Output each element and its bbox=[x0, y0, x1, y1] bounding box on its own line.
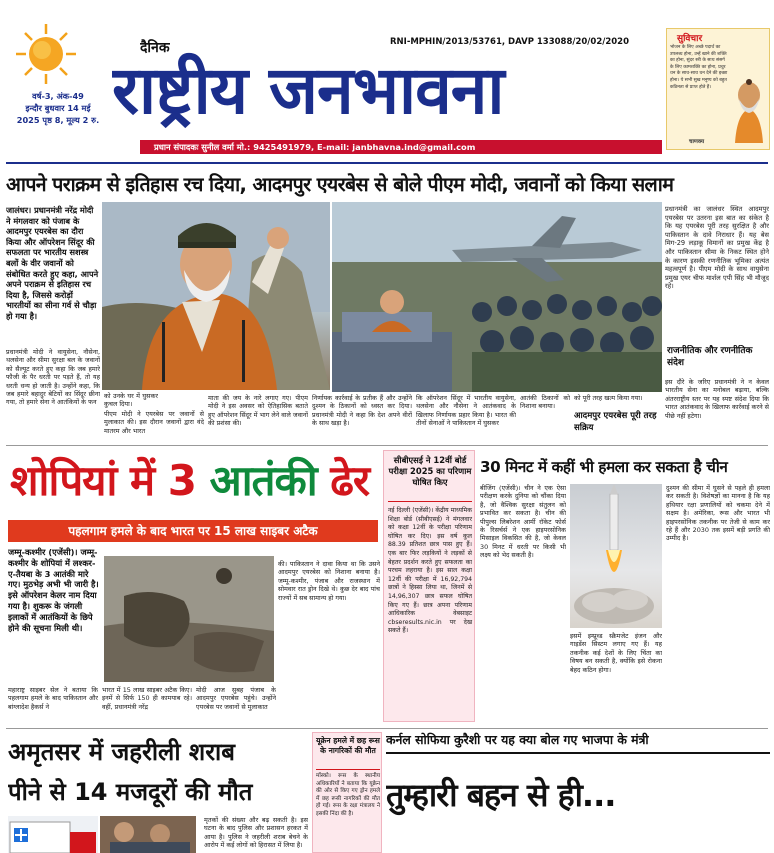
shopian-col-b bbox=[102, 686, 192, 726]
cyber-subhead bbox=[8, 520, 378, 542]
cbse-text: नई दिल्ली (एजेंसी)। केंद्रीय माध्यमिक शिक्षा बोर्ड (सीबीएसई) ने मंगलवार को कक्षा 12वीं के परीक्षा परिणाम घोषित कर दिए। इस वर्ष कुल 88.39 प्रतिशत छात्र पास हुए हैं। एक बार फिर लड़कियों ने लड़कों से बेहतर प्रदर्शन करते हुए सफलता का परचम लहराया है। इस साल कक्षा 12वीं की परीक्षा में 16,92,794 छात्रों ने हिस्सा लिया था, जिनमें से 14,96,307 छात्र सफल घोषित किए गए हैं। छात्र अपना परिणाम आधिकारिक वेबसाइट cbseresults.nic.in पर देख सकते हैं। bbox=[388, 507, 472, 635]
ukraine-text: मॉस्को। रूस के स्थानीय अधिकारियों ने बताया कि यूक्रेन की ओर से किए गए ड्रोन हमले में छह रूसी नागरिकों की मौत हो गई। रूस के रक्षा मंत्रालय ने इसकी निंदा की है। bbox=[316, 773, 380, 817]
issue-info bbox=[8, 90, 108, 136]
lead-col-1 bbox=[6, 348, 100, 442]
lead-col-2-text: को उनके घर में घुसकर कुचल दिया। bbox=[104, 392, 158, 409]
side-heading: राजनीतिक और रणनीतिक संदेश bbox=[667, 346, 753, 368]
shopian-intro-text: जम्मू-कश्मीर (एजेंसी)। जम्मू-कश्मीर के शोपियां में लश्कर-ए-तैयबा के 3 आतंकी मारे गए। मुठभेड़ अभी भी जारी है। इसे ऑपरेशन केलर नाम दिया गया है। शुकरू के जंगली इलाकों में आतंकियों के छिपे होने की सूचना मिली थी। bbox=[8, 547, 99, 633]
sofia-heading: कर्नल सोफिया कुरैशी पर यह क्या बोल गए भाजपा के मंत्री bbox=[386, 732, 649, 747]
ukraine-headline: यूक्रेन हमले में छह रूस के नागरिकों की मौत bbox=[316, 736, 380, 755]
shopian-col-b-text: भारत में 15 लाख साइबर अटैक किए। इनमें से सिर्फ 150 ही कामयाब रहे। वहीं, प्रधानमंत्री नरेंद्र bbox=[102, 686, 192, 711]
section-rule-2 bbox=[6, 728, 768, 729]
cbse-headline-rule bbox=[388, 501, 472, 502]
side-text bbox=[665, 378, 769, 440]
lead-intro-text: जालंधर। प्रधानमंत्री नरेंद्र मोदी ने मंगलवार को पंजाब के आदमपुर एयरबेस का दौरा किया और ऑपरेशन सिंदूर की सफलता पर भारतीय सशस्त्र बलों के वीर जवानों को संबोधित करते हुए कहा, आपने अपने पराक्रम से इतिहास रच दिया है, जिससे करोड़ों भारतीयों का सीना गर्व से चौड़ा हो गया है। bbox=[6, 205, 99, 321]
cyber-subhead-text: पहलगाम हमले के बाद भारत पर 15 लाख साइबर अटैक bbox=[68, 524, 318, 538]
sun-logo-icon bbox=[14, 22, 78, 86]
china-right-text-body: दुश्मन की सीमा में घुसने से पहले ही हमला कर सकती है। विशेषज्ञों का मानना है कि यह हथियार रक्षा प्रणालियों को चकमा देने में सक्षम है। अमेरिका, रूस और भारत भी हाइपरसोनिक तकनीक पर तेजी से काम कर रहे हैं और 2030 तक इसमें बड़ी प्रगति की उम्मीद है। bbox=[666, 484, 770, 543]
place-date: इन्दौर बुधवार 14 मई bbox=[25, 103, 91, 113]
thought-text: भोजन के लिए अच्छे पदार्थ का उपलब्ध होना, उन्हें खाने की शक्ति का होना, सुंदर स्त्री के साथ संसर्ग के लिए कामशक्ति का होना, प्रचुर धन के साथ-साथ धन देने की इच्छा होना। ये सभी सुख मनुष्य को बहुत कठिनता से प्राप्त होते हैं। bbox=[670, 45, 728, 90]
year-issue: वर्ष-3, अंक-49 bbox=[32, 91, 84, 101]
side-text-body: इस दौरे के जरिए प्रधानमंत्री ने न केवल भारतीय सेना का मनोबल बढ़ाया, बल्कि अंतरराष्ट्रीय स्तर पर यह स्पष्ट संदेश दिया कि भारत आतंकवाद के खिलाफ कार्रवाई करने से पीछे नहीं हटेगा। bbox=[665, 378, 769, 420]
lead-intro bbox=[6, 205, 100, 333]
thought-title: सुविचार bbox=[677, 34, 703, 44]
encounter-photo bbox=[104, 556, 274, 682]
china-right-text bbox=[666, 484, 770, 724]
lead-col-6-text: कि ऑपरेशन सिंदूर में भारतीय वायुसेना, थलसेना और नौसेना ने आतंकवाद के खिलाफ निर्णायक प्रहार किया है। भारत की तीनों सेनाओं ने पाकिस्तान में घुसकर bbox=[416, 394, 516, 428]
china-headline: 30 मिनट में कहीं भी हमला कर सकता है चीन bbox=[480, 458, 728, 476]
lead-col-4-text: माता की जय के नारे लगाए गए। पीएम मोदी ने इस अवसर को ऐतिहासिक बताते हुए ऑपरेशन सिंदूर में भाग लेने वाले जवानों की प्रशंसा की। bbox=[208, 394, 308, 428]
lead-col-3-text: पीएम मोदी ने एयरबेस पर जवानों से मुलाकात की। इस दौरान जवानों द्वारा वंदे मातरम और भारत bbox=[104, 410, 204, 435]
pm-modi-photo bbox=[102, 202, 330, 390]
shopian-col-a bbox=[8, 686, 98, 726]
lead-col-7-text: आतंकी ठिकानों को निशाना बनाया। bbox=[520, 394, 570, 411]
china-text bbox=[480, 484, 566, 644]
shopian-col-d-text: की। पाकिस्तान ने दावा किया था कि उसने आदमपुर एयरबेस को निशाना बनाया है। जम्मू-कश्मीर, पंजाब और राजस्थान में सोमवार रात ड्रोन दिखे थे। कुछ देर बाद पांच राज्यों में सब सामान्य हो गया। bbox=[278, 560, 380, 602]
amritsar-text-body: मृतकों की संख्या और बढ़ सकती है। इस घटना के बाद पुलिस और प्रशासन हरकत में आया है। पुलिस ने जहरीली शराब बेचने के आरोप में कई लोगों को हिरासत में लिया है। bbox=[204, 816, 308, 850]
china-text-2-body: इसमें इम्प्रूव्ड स्क्रैमजेट इंजन और गाइडेंस सिस्टम लगाए गए हैं। यह तकनीक कई देशों के लिए चिंता का विषय बन सकती है, क्योंकि इसे रोकना बेहद कठिन होगा। bbox=[570, 632, 662, 674]
lead-headline: आपने पराक्रम से इतिहास रच दिया, आदमपुर एयरबेस से बोले पीएम मोदी, जवानों को किया सलाम bbox=[6, 173, 674, 196]
shopian-headline-part3: ढेर bbox=[316, 456, 370, 505]
cbse-box bbox=[383, 450, 475, 722]
lead-right-col-text: प्रधानमंत्री का जालंधर स्थित आदमपुर एयरबेस पर उतरना इस बात का संकेत है कि यह एयरबेस पूरी तरह सुरक्षित है और पाकिस्तान के दावे निराधार हैं। यह बेस मिग-29 लड़ाकू विमानों का प्रमुख केंद्र है और पाकिस्तान सीमा के निकट स्थित होने के कारण इसकी रणनीतिक भूमिका अत्यंत महत्वपूर्ण है। पीएम मोदी के साथ वायुसेना प्रमुख एयर चीफ मार्शल एपी सिंह भी मौजूद रहे। bbox=[665, 205, 769, 291]
victims-photo bbox=[100, 816, 196, 853]
shopian-headline bbox=[10, 452, 380, 510]
editor-line: प्रधान संपादकः सुनील वर्मा मो.: 9425491979, E-mail: janbhavna.ind@gmail.com bbox=[154, 142, 476, 152]
newspaper-title: राष्ट्रीय जनभावना bbox=[112, 52, 504, 129]
shopian-headline-part1: शोपियां में 3 bbox=[10, 456, 210, 505]
editor-bar bbox=[140, 140, 662, 154]
lead-col-1-text: प्रधानमंत्री मोदी ने वायुसेना, नौसेना, थलसेना और सीमा सुरक्षा बल के जवानों को सैल्यूट करते हुए कहा कि जब हमारे फौजी के पैर धरती पर पड़ते हैं, तो यह धरती धन्य हो जाती है। उन्होंने कहा, कि जब हमारे बहादुर बेटियों का सिंदूर छीना गया, तो हमारे सेना ने आतंकियों के फन bbox=[6, 348, 100, 407]
shopian-headline-part2: आतंकी bbox=[209, 456, 317, 505]
thought-author: चाणक्य bbox=[689, 139, 705, 145]
lead-col-8 bbox=[574, 394, 662, 408]
thought-box bbox=[666, 28, 770, 150]
masthead-rule bbox=[6, 162, 768, 164]
chanakya-portrait bbox=[729, 73, 769, 143]
section-rule-1 bbox=[6, 445, 768, 446]
cbse-headline: सीबीएसई ने 12वीं बोर्ड परीक्षा 2025 का परिणाम घोषित किए bbox=[388, 455, 472, 487]
lead-col-4 bbox=[208, 394, 308, 442]
lead-right-col bbox=[665, 205, 769, 345]
rni-number: RNI-MPHIN/2013/53761, DAVP 133088/20/02/2020 bbox=[390, 37, 629, 47]
lead-col-6 bbox=[416, 394, 516, 442]
sofia-big-quote: तुम्हारी बहन से ही... bbox=[386, 776, 616, 814]
china-text-2 bbox=[570, 632, 662, 724]
amritsar-headline bbox=[8, 732, 308, 814]
shopian-intro bbox=[8, 547, 102, 681]
lead-col-5-text: निर्णायक कार्रवाई के प्रतीक हैं और उन्होंने दुश्मन के ठिकानों को ध्वस्त कर दिया। प्रधानमंत्री मोदी ने कहा कि देश अपने वीरों के साथ खड़ा है। bbox=[312, 394, 412, 428]
lead-col-5 bbox=[312, 394, 412, 442]
ukraine-box bbox=[312, 732, 382, 853]
ukraine-headline-rule bbox=[316, 769, 380, 770]
missile-launch-photo bbox=[570, 484, 662, 628]
lead-col-3 bbox=[104, 410, 204, 442]
shopian-col-d bbox=[278, 560, 380, 682]
lead-col-7 bbox=[520, 394, 570, 442]
lead-col-8-text: को पूरी तरह खत्म किया गया। bbox=[574, 394, 643, 402]
amritsar-headline-2: पीने से 14 मजदूरों की मौत bbox=[8, 778, 253, 806]
shopian-col-c bbox=[196, 686, 276, 726]
shopian-col-a-text: महाराष्ट्र साइबर सेल ने बताया कि पहलगाम हमले के बाद पाकिस्तान और बांग्लादेश हैकर्स ने bbox=[8, 686, 98, 711]
ambulance-photo bbox=[8, 816, 98, 853]
airbase-crowd-photo bbox=[332, 202, 662, 392]
daily-label: दैनिक bbox=[140, 40, 170, 56]
year-pages: 2025 पृष्ठ 8, मूल्य 2 रु. bbox=[16, 115, 100, 125]
amritsar-headline-1: अमृतसर में जहरीली शराब bbox=[8, 738, 235, 766]
masthead bbox=[0, 0, 774, 160]
amritsar-text bbox=[204, 816, 308, 853]
china-text-body: बीजिंग (एजेंसी)। चीन ने एक ऐसा परीक्षण करके दुनिया को चौंका दिया है, जो वैश्विक सुरक्षा संतुलन को प्रभावित कर सकता है। चीन की पीपुल्स लिबरेशन आर्मी रॉकेट फोर्स के रिसर्चर्स ने एक हाइपरसोनिक मिसाइल विकसित की है, जो केवल 30 मिनट में धरती पर किसी भी लक्ष्य को भेद सकती है। bbox=[480, 484, 566, 560]
sub-heading: आदमपुर एयरबेस पूरी तरह सक्रिय bbox=[574, 411, 657, 433]
sofia-heading-rule bbox=[386, 752, 770, 754]
shopian-col-c-text: मोदी आज सुबह पंजाब के आदमपुर एयरबेस पहुंचे। उन्होंने एयरबेस पर जवानों से मुलाकात bbox=[196, 686, 276, 711]
